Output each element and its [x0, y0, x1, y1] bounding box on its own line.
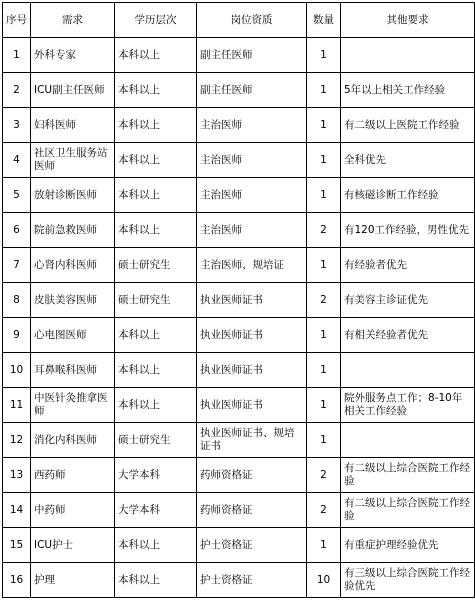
- cell-qualification: 执业医师证书: [197, 353, 307, 388]
- cell-education: 本科以上: [115, 353, 197, 388]
- cell-education: 硕士研究生: [115, 248, 197, 283]
- cell-count: 1: [307, 108, 341, 143]
- recruitment-table: [2, 2, 475, 598]
- cell-no: 13: [3, 458, 31, 493]
- header-other: 其他要求: [341, 3, 475, 38]
- cell-no: 8: [3, 283, 31, 318]
- cell-qualification: 执业医师证书、规培证书: [197, 423, 307, 458]
- cell-education: 本科以上: [115, 73, 197, 108]
- cell-demand: 妇科医师: [31, 108, 115, 143]
- cell-education: 硕士研究生: [115, 283, 197, 318]
- cell-other: 5年以上相关工作经验: [341, 73, 475, 108]
- cell-other: 有美容主诊证优先: [341, 283, 475, 318]
- cell-qualification: 药师资格证: [197, 458, 307, 493]
- cell-education: 本科以上: [115, 38, 197, 73]
- cell-other: [341, 353, 475, 388]
- cell-count: 1: [307, 73, 341, 108]
- cell-demand: 中医针灸推拿医师: [31, 388, 115, 423]
- cell-qualification: 主治医师: [197, 143, 307, 178]
- cell-education: 本科以上: [115, 108, 197, 143]
- cell-qualification: 主治医师: [197, 178, 307, 213]
- cell-count: 2: [307, 493, 341, 528]
- cell-no: 7: [3, 248, 31, 283]
- cell-qualification: 副主任医师: [197, 38, 307, 73]
- cell-qualification: 护士资格证: [197, 528, 307, 563]
- cell-demand: 皮肤美容医师: [31, 283, 115, 318]
- cell-count: 1: [307, 528, 341, 563]
- cell-qualification: 药师资格证: [197, 493, 307, 528]
- table-row: [3, 388, 475, 423]
- table-row: [3, 73, 475, 108]
- table-row: [3, 283, 475, 318]
- header-count: 数量: [307, 3, 341, 38]
- cell-other: 院外服务点工作；8-10年相关工作经验: [341, 388, 475, 423]
- cell-demand: 消化内科医师: [31, 423, 115, 458]
- table-row: [3, 318, 475, 353]
- cell-count: 1: [307, 143, 341, 178]
- cell-education: 本科以上: [115, 528, 197, 563]
- cell-education: 本科以上: [115, 178, 197, 213]
- table-row: [3, 528, 475, 563]
- cell-education: 本科以上: [115, 563, 197, 598]
- cell-other: 有二级以上综合医院工作经验: [341, 458, 475, 493]
- cell-no: 5: [3, 178, 31, 213]
- cell-no: 16: [3, 563, 31, 598]
- cell-other: 有重症护理经验优先: [341, 528, 475, 563]
- cell-count: 1: [307, 388, 341, 423]
- cell-count: 1: [307, 248, 341, 283]
- cell-other: 有120工作经验，男性优先: [341, 213, 475, 248]
- table-row: [3, 248, 475, 283]
- cell-no: 10: [3, 353, 31, 388]
- cell-demand: ICU副主任医师: [31, 73, 115, 108]
- cell-education: 本科以上: [115, 318, 197, 353]
- cell-other: [341, 423, 475, 458]
- cell-demand: 心电图医师: [31, 318, 115, 353]
- cell-qualification: 执业医师证书: [197, 318, 307, 353]
- cell-other: 有经验者优先: [341, 248, 475, 283]
- cell-no: 2: [3, 73, 31, 108]
- cell-demand: 放射诊断医师: [31, 178, 115, 213]
- cell-other: 有核磁诊断工作经验: [341, 178, 475, 213]
- cell-count: 1: [307, 318, 341, 353]
- cell-demand: 中药师: [31, 493, 115, 528]
- cell-demand: 外科专家: [31, 38, 115, 73]
- cell-education: 硕士研究生: [115, 423, 197, 458]
- cell-no: 3: [3, 108, 31, 143]
- cell-demand: 心肾内科医师: [31, 248, 115, 283]
- cell-other: 有二级以上医院工作经验: [341, 108, 475, 143]
- cell-education: 本科以上: [115, 388, 197, 423]
- cell-education: 本科以上: [115, 213, 197, 248]
- table-row: [3, 108, 475, 143]
- table-row: [3, 423, 475, 458]
- header-demand: 需求: [31, 3, 115, 38]
- cell-no: 9: [3, 318, 31, 353]
- cell-count: 2: [307, 458, 341, 493]
- cell-qualification: 副主任医师: [197, 73, 307, 108]
- cell-demand: 院前急救医师: [31, 213, 115, 248]
- cell-count: 1: [307, 38, 341, 73]
- cell-no: 4: [3, 143, 31, 178]
- cell-count: 2: [307, 213, 341, 248]
- table-row: [3, 38, 475, 73]
- cell-no: 1: [3, 38, 31, 73]
- cell-count: 2: [307, 283, 341, 318]
- table-row: [3, 143, 475, 178]
- cell-count: 10: [307, 563, 341, 598]
- cell-demand: 社区卫生服务站医师: [31, 143, 115, 178]
- table-row: [3, 563, 475, 598]
- table-header: [3, 3, 475, 38]
- cell-education: 大学本科: [115, 493, 197, 528]
- cell-qualification: 主治医师: [197, 108, 307, 143]
- cell-no: 14: [3, 493, 31, 528]
- cell-other: [341, 38, 475, 73]
- header-row: [3, 3, 475, 38]
- cell-demand: 耳鼻喉科医师: [31, 353, 115, 388]
- cell-other: 全科优先: [341, 143, 475, 178]
- table-row: [3, 213, 475, 248]
- header-education: 学历层次: [115, 3, 197, 38]
- cell-demand: 西药师: [31, 458, 115, 493]
- cell-demand: 护理: [31, 563, 115, 598]
- cell-no: 15: [3, 528, 31, 563]
- cell-education: 大学本科: [115, 458, 197, 493]
- table-row: [3, 178, 475, 213]
- cell-education: 本科以上: [115, 143, 197, 178]
- cell-other: 有相关经验者优先: [341, 318, 475, 353]
- header-qualification: 岗位资质: [197, 3, 307, 38]
- cell-count: 1: [307, 178, 341, 213]
- table-body: [3, 38, 475, 598]
- table-row: [3, 493, 475, 528]
- cell-demand: ICU护士: [31, 528, 115, 563]
- cell-qualification: 护士资格证: [197, 563, 307, 598]
- cell-qualification: 执业医师证书: [197, 388, 307, 423]
- header-no: 序号: [3, 3, 31, 38]
- cell-qualification: 主治医师、规培证: [197, 248, 307, 283]
- cell-qualification: 执业医师证书: [197, 283, 307, 318]
- cell-no: 6: [3, 213, 31, 248]
- cell-qualification: 主治医师: [197, 213, 307, 248]
- table-row: [3, 353, 475, 388]
- cell-count: 1: [307, 353, 341, 388]
- cell-other: 有三级以上综合医院工作经验优先: [341, 563, 475, 598]
- table-row: [3, 458, 475, 493]
- cell-no: 11: [3, 388, 31, 423]
- cell-other: 有二级以上综合医院工作经验: [341, 493, 475, 528]
- cell-count: 1: [307, 423, 341, 458]
- cell-no: 12: [3, 423, 31, 458]
